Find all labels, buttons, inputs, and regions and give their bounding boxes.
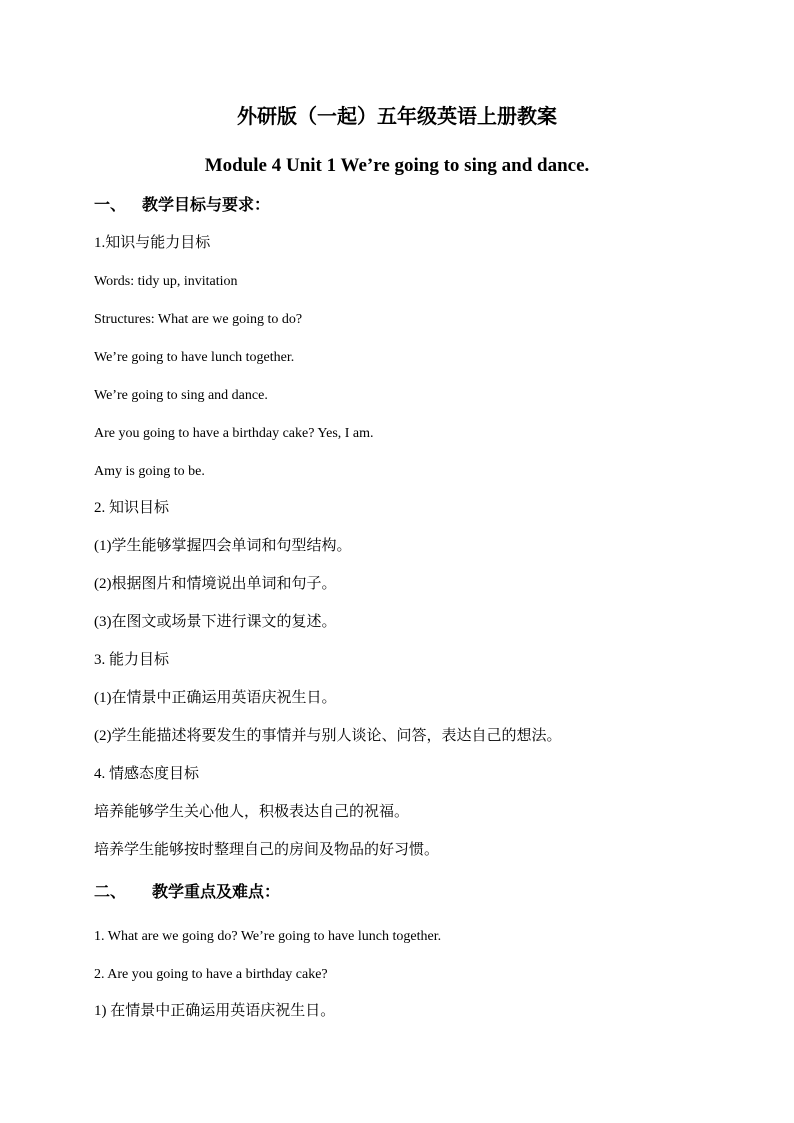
body-line: Are you going to have a birthday cake? Yes, I am. bbox=[94, 426, 374, 441]
body-line: (3)在图文或场景下进行课文的复述。 bbox=[94, 614, 337, 630]
section-number: 二、 bbox=[94, 884, 127, 901]
section-title: 教学重点及难点： bbox=[152, 884, 281, 901]
body-line: (2)根据图片和情境说出单词和句子。 bbox=[94, 576, 337, 592]
body-line: (1)学生能够掌握四会单词和句型结构。 bbox=[94, 538, 352, 554]
body-line: We’re going to sing and dance. bbox=[94, 388, 268, 403]
body-line: 2. 知识目标 bbox=[94, 500, 170, 516]
body-line: Words: tidy up, invitation bbox=[94, 274, 238, 289]
body-line: 2. Are you going to have a birthday cake? bbox=[94, 967, 328, 982]
body-line: 1) 在情景中正确运用英语庆祝生日。 bbox=[94, 1003, 336, 1019]
section-title: 教学目标与要求： bbox=[142, 197, 271, 214]
body-line: Amy is going to be. bbox=[94, 464, 205, 479]
body-line: Structures: What are we going to do? bbox=[94, 312, 303, 327]
body-line: (1)在情景中正确运用英语庆祝生日。 bbox=[94, 690, 337, 706]
body-line: 3. 能力目标 bbox=[94, 652, 170, 668]
body-line: 1. What are we going do? We’re going to have lunch together. bbox=[94, 929, 442, 944]
section-heading-1 bbox=[94, 198, 270, 214]
body-line: 1.知识与能力目标 bbox=[94, 235, 211, 251]
body-line: 培养学生能够按时整理自己的房间及物品的好习惯。 bbox=[94, 842, 440, 858]
section-number: 一、 bbox=[94, 197, 127, 214]
document-title: 外研版（一起）五年级英语上册教案 bbox=[237, 106, 557, 128]
body-line: We’re going to have lunch together. bbox=[94, 350, 295, 365]
body-line: 培养能够学生关心他人，积极表达自己的祝福。 bbox=[94, 804, 410, 820]
body-line: (2)学生能描述将要发生的事情并与别人谈论、问答，表达自己的想法。 bbox=[94, 728, 562, 744]
section-heading-2 bbox=[94, 885, 280, 901]
document-subtitle: Module 4 Unit 1 We’re going to sing and dance. bbox=[204, 155, 590, 176]
body-line: 4. 情感态度目标 bbox=[94, 766, 200, 782]
